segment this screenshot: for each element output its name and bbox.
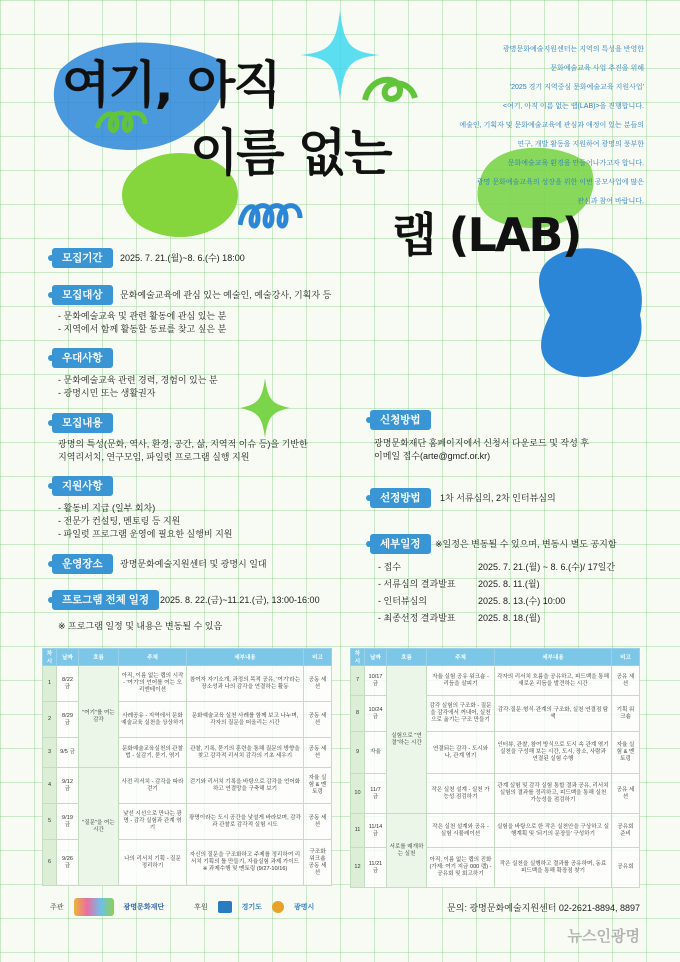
- sponsor-label: 후원: [194, 904, 208, 911]
- green-spiral-icon: [360, 70, 420, 110]
- cell-detail: 광명이라는 도시 공간을 낯설게 바라보며, 감각과 관찰로 감각적 실험 시도: [187, 804, 304, 840]
- cell-date: 10/24 금: [365, 696, 387, 732]
- cell-num: 8: [351, 696, 365, 732]
- cell-note: 기획 워크숍: [612, 696, 640, 732]
- intro-line: 광명문화예술지원센터는 지역의 특성을 반영한: [502, 46, 644, 53]
- schedule-row-value: [478, 611, 540, 624]
- cell-date: 8/29 금: [57, 702, 79, 738]
- schedule-key: - 인터뷰심의: [378, 596, 427, 606]
- cell-note: 공유회: [612, 848, 640, 888]
- intro-line: 연구, 개발 활동을 지원하여 광명의 풍부한: [517, 141, 644, 148]
- cell-date: 8/22 금: [57, 666, 79, 702]
- cell-detail: 참여자 자기소개, 과정의 목적 공유, '여기'라는 장소성과 나의 감각을 연결하는 활동: [187, 666, 304, 702]
- cell-topic: 나의 리서치 기획 - 질문 정리하기: [119, 840, 187, 886]
- cell-flow: 서로를 매개하는 실천: [387, 814, 427, 888]
- target-value: 문화예술교육에 관심 있는 예술인, 예술강사, 기획자 등: [120, 290, 332, 300]
- cell-date: 9/5 금: [57, 738, 79, 768]
- cell-detail: 작은 실천을 실행하고 결과를 공유하며, 동료 피드백을 통해 확장점 찾기: [495, 848, 612, 888]
- preference-label: 우대사항: [52, 348, 113, 368]
- cell-detail: 각자의 리서치 흐름을 공유하고, 피드백을 통해 새로운 리듬을 발견하는 시간: [495, 666, 612, 696]
- cell-flow: "질문"을 여는 시간: [79, 768, 119, 886]
- gwangmyeong-logo-icon: [272, 901, 284, 913]
- cell-note: 자율 실험 & 멘토링: [304, 768, 332, 804]
- schedule-row-value: [478, 594, 565, 607]
- watermark-text: 뉴스인광명: [567, 928, 640, 945]
- cell-note: 자율 실험 & 멘토링: [612, 732, 640, 774]
- schedule-row: [378, 594, 427, 607]
- cell-num: 2: [43, 702, 57, 738]
- cell-note: 공유 세션: [612, 666, 640, 696]
- host-label: 주관: [50, 904, 64, 911]
- cell-flow: 실험으로 "연결"하는 시간: [387, 666, 427, 814]
- cell-flow: "여기"를 여는 감각: [79, 666, 119, 768]
- cell-num: 9: [351, 732, 365, 774]
- content-label: 모집내용: [52, 413, 113, 433]
- cell-note: 공유회 준비: [612, 814, 640, 848]
- cell-date: 9/19 금: [57, 804, 79, 840]
- cell-num: 1: [43, 666, 57, 702]
- selection-label: 선정방법: [370, 488, 431, 508]
- schedule-value: 2025. 8. 18.(월): [478, 613, 541, 623]
- cell-date: 자율: [365, 732, 387, 774]
- schedule-value: 2025. 8. 13.(수) 10:00: [478, 596, 566, 606]
- support-label: 지원사항: [52, 476, 113, 496]
- cell-topic: 연결되는 감각 - 도시와 나, 관계 엮기: [427, 732, 495, 774]
- th-note: 비고: [612, 649, 640, 666]
- intro-line: 문화예술교육 사업 추진을 위해: [550, 65, 644, 72]
- th-date: 날짜: [365, 649, 387, 666]
- cell-note: 구조화 워크숍 공동 세션: [304, 840, 332, 886]
- cell-detail: 감각·질문·형식·관계의 구조화, 실천 연결점 탐색: [495, 696, 612, 732]
- schedule-row-value: [478, 560, 615, 573]
- cell-note: 공동 세션: [304, 804, 332, 840]
- cell-date: 11/21 금: [365, 848, 387, 888]
- th-detail: 세부내용: [187, 649, 304, 666]
- cell-note: 공동 세션: [304, 738, 332, 768]
- target-item-1: - 문화예술교육 및 관련 활동에 관심 있는 분: [58, 311, 227, 321]
- cell-detail: 문화예술교육 실천 사례를 함께 보고 나누며, 각자의 질문을 떠올리는 시간: [187, 702, 304, 738]
- contact-info: 문의: 광명문화예술지원센터 02-2621-8894, 8897: [447, 903, 640, 913]
- content-line-2: 지역리서치, 연구모임, 파일럿 프로그램 실행 지원: [58, 452, 250, 462]
- cell-topic: 감각 실험의 구조화 - 질문을 감각에서 꺼내어, 실천으로 옮기는 구조 만들기: [427, 696, 495, 732]
- cell-detail: 관계 실험 및 감각 실험 통합 결과 공유, 리서치 실험의 결과를 정리하고, 피드백을 통해 실천 가능성을 점검하기: [495, 774, 612, 814]
- th-detail: 세부내용: [495, 649, 612, 666]
- cell-topic: 낯선 시선으로 만나는 광명 - 감각 실험과 관계 엮기: [119, 804, 187, 840]
- intro-line: 광명 문화예술교육의 성장을 위한 이번 공모사업에 많은: [476, 179, 644, 186]
- schedule-row: [378, 560, 401, 573]
- preference-item-2: - 광명시민 또는 생활권자: [58, 388, 156, 398]
- title-line-3: 랩 (LAB): [392, 208, 581, 262]
- venue-value: 광명문화예술지원센터 및 광명시 일대: [120, 559, 267, 569]
- intro-line: '2025 경기 지역중심 문화예술교육 지원사업': [509, 84, 644, 91]
- blue-coil-icon: [238, 200, 308, 235]
- cell-num: 7: [351, 666, 365, 696]
- content-line-1: 광명의 특성(문화, 역사, 환경, 공간, 삶, 지역적 이슈 등)을 기반한: [58, 439, 308, 449]
- cell-detail: 걷기와 리서치 기록을 바탕으로 감각을 언어화하고 연결망을 구축해 보기: [187, 768, 304, 804]
- target-label: 모집대상: [52, 285, 113, 305]
- schedule-value: 2025. 8. 11.(월): [478, 579, 540, 589]
- cell-date: 11/7 금: [365, 774, 387, 814]
- cell-num: 4: [43, 768, 57, 804]
- cell-note: 공동 세션: [304, 702, 332, 738]
- cell-num: 11: [351, 814, 365, 848]
- table-row: [43, 666, 332, 702]
- schedule-key: - 접수: [378, 562, 401, 572]
- cell-date: 11/14 금: [365, 814, 387, 848]
- program-table-left: [42, 648, 332, 886]
- target-item-2: - 지역에서 함께 활동할 동료를 찾고 싶은 분: [58, 324, 227, 334]
- cell-num: 10: [351, 774, 365, 814]
- recruit-period-label: 모집기간: [52, 248, 113, 268]
- detail-schedule-label: 세부일정: [370, 534, 431, 554]
- schedule-all-value: 2025. 8. 22.(금)~11.21.(금), 13:00-16:00: [160, 595, 320, 605]
- apply-label: 신청방법: [370, 410, 431, 430]
- schedule-value: 2025. 7. 21.(월) ~ 8. 6.(수)/ 17일간: [478, 562, 616, 572]
- host-name: 광명문화재단: [123, 904, 165, 911]
- table-row: [351, 814, 640, 848]
- cell-detail: 자신의 질문을 구조화하고 주제를 정리하여 리서치 기획의 틀 만들기, 자율실험 과제 가이드 ※ 과제수행 및 멘토링 (9/27-10/16): [187, 840, 304, 886]
- cell-num: 5: [43, 804, 57, 840]
- title-line-2: 이름 없는: [190, 124, 391, 182]
- preference-item-1: - 문화예술교육 관련 경력, 경험이 있는 분: [58, 375, 218, 385]
- gyeonggi-logo-icon: [218, 901, 232, 913]
- cell-topic: 작은 실천 설계와 공유 - 실험 시뮬레이션: [427, 814, 495, 848]
- schedule-row: [378, 611, 456, 624]
- cell-date: 10/17 금: [365, 666, 387, 696]
- th-session: 차시: [43, 649, 57, 666]
- cell-num: 12: [351, 848, 365, 888]
- detail-schedule-note: ※일정은 변동될 수 있으며, 변동시 별도 공지함: [435, 539, 617, 549]
- cell-topic: 아직, 이름 없는 랩의 진화 (가제: 여기 지금 000 랩) - 공유회 및 회고하기: [427, 848, 495, 888]
- sponsor2-name: 광명시: [293, 904, 315, 911]
- cell-note: 공동 세션: [304, 666, 332, 702]
- green-sparkle-icon: [240, 378, 290, 438]
- cell-date: 9/12 금: [57, 768, 79, 804]
- th-date: 날짜: [57, 649, 79, 666]
- cell-topic: 작은 실천 설계 - 실천 가능성 점검하기: [427, 774, 495, 814]
- schedule-key: - 최종선정 결과발표: [378, 613, 456, 623]
- cell-detail: 인터뷰, 관찰, 참여 방식으로 도시 속 관계 엮기 실천을 구성해 보는 시간, 도시, 장소, 사람과 연결된 실험 수행: [495, 732, 612, 774]
- intro-line: <여기, 아직 이름 없는 랩(LAB)>을 진행합니다.: [502, 103, 644, 110]
- support-item-3: - 파일럿 프로그램 운영에 필요한 실행비 지원: [58, 529, 233, 539]
- program-table-right: [350, 648, 640, 888]
- apply-line-1: 광명문화재단 홈페이지에서 신청서 다운로드 및 작성 후: [374, 438, 589, 448]
- recruit-period-value: 2025. 7. 21.(월)~8. 6.(수) 18:00: [120, 253, 245, 263]
- cell-num: 3: [43, 738, 57, 768]
- table-row: [351, 666, 640, 696]
- th-topic: 주제: [119, 649, 187, 666]
- cell-topic: 자율 실험 공유 워크숍 - 리듬을 살피기: [427, 666, 495, 696]
- selection-value: 1차 서류심의, 2차 인터뷰심의: [440, 493, 556, 503]
- th-flow: 흐름: [79, 649, 119, 666]
- cell-detail: 관찰, 기록, 묻기의 훈련을 통해 질문의 방향을 찾고 감각적 리서치 감각의 기초 세우기: [187, 738, 304, 768]
- cell-topic: 사례공유 - 지역에서 문화예술교육 실천을 상상하기: [119, 702, 187, 738]
- intro-line: 문화예술교육 환경을 만들어나가고자 합니다.: [507, 160, 644, 167]
- schedule-row: [378, 577, 456, 590]
- blue-pill-blob: [530, 245, 650, 385]
- cell-topic: 문화예술교육실천의 관찰법 - 실감기, 묻기, 엮기: [119, 738, 187, 768]
- cell-num: 6: [43, 840, 57, 886]
- schedule-key: - 서류심의 결과발표: [378, 579, 456, 589]
- apply-line-2: 이메일 접수(arte@gmcf.or.kr): [374, 451, 491, 461]
- support-item-2: - 전문가 컨설팅, 멘토링 등 지원: [58, 516, 181, 526]
- th-note: 비고: [304, 649, 332, 666]
- th-session: 차시: [351, 649, 365, 666]
- cell-note: 공유 세션: [612, 774, 640, 814]
- intro-line: 관심과 참여 바랍니다.: [577, 198, 644, 205]
- cell-topic: 사전 리서치 - 감각을 따라 걷기: [119, 768, 187, 804]
- schedule-row-value: [478, 577, 540, 590]
- schedule-all-label: 프로그램 전체 일정: [52, 590, 159, 610]
- schedule-all-note: ※ 프로그램 일정 및 내용은 변동될 수 있음: [58, 621, 223, 631]
- title-line-1: 여기, 아직: [62, 56, 280, 114]
- detail-schedule-list: [378, 560, 648, 630]
- support-item-1: - 활동비 지급 (일부 회차): [58, 503, 156, 513]
- th-topic: 주제: [427, 649, 495, 666]
- footer-logos: [50, 898, 314, 916]
- intro-line: 예술인, 기획자 및 문화예술교육에 관심과 애정이 있는 분들의: [459, 122, 644, 129]
- th-flow: 흐름: [387, 649, 427, 666]
- host-logo-icon: [74, 898, 114, 916]
- venue-label: 운영장소: [52, 554, 113, 574]
- cell-date: 9/26 금: [57, 840, 79, 886]
- cell-detail: 실험을 바탕으로 한 작은 실천안을 구상하고 실행계획 및 '되기의 문장들' 구성하기: [495, 814, 612, 848]
- intro-text: [414, 40, 644, 211]
- cell-topic: 아직, 이름 없는 랩의 시작 - '여기'의 언어를 여는 오리엔테이션: [119, 666, 187, 702]
- table-row: [43, 768, 332, 804]
- sponsor1-name: 경기도: [241, 904, 262, 911]
